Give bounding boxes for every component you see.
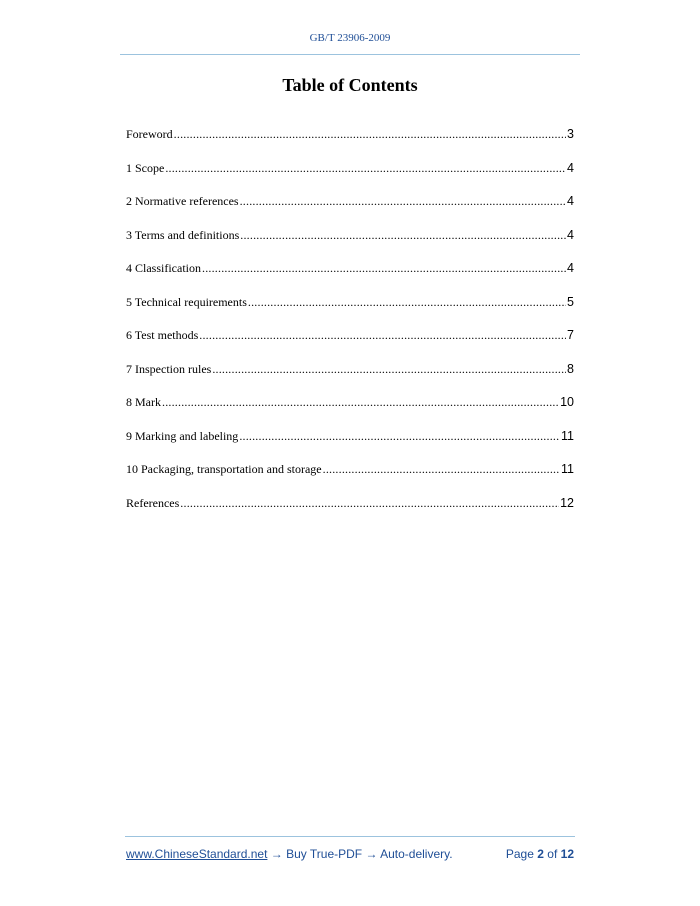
toc-entry-marking-and-labeling[interactable]	[126, 429, 574, 463]
page-total: 12	[560, 847, 574, 861]
toc-dot-leader	[180, 496, 559, 511]
toc-entry-normative-references[interactable]	[126, 194, 574, 228]
toc-entry-page: 12	[560, 495, 574, 510]
toc-dot-leader	[240, 228, 566, 243]
toc-dot-leader	[199, 328, 566, 343]
toc-entry-label: 8 Mark	[126, 395, 161, 409]
header-divider	[120, 54, 580, 55]
footer-divider	[125, 836, 575, 837]
toc-dot-leader	[240, 194, 566, 209]
toc-entry-technical-requirements[interactable]	[126, 295, 574, 329]
toc-entry-page: 3	[567, 127, 574, 141]
toc-entry-page: 4	[567, 227, 574, 242]
toc-entry-label: 7 Inspection rules	[126, 361, 212, 376]
toc-entry-foreword[interactable]	[126, 127, 574, 161]
toc-entry-mark[interactable]	[126, 395, 574, 429]
toc-entry-label: References	[126, 495, 180, 510]
toc-entry-label: 1 Scope	[126, 160, 165, 175]
toc-entry-label: Foreword	[126, 127, 173, 141]
toc-entry-page: 8	[567, 361, 574, 376]
toc-dot-leader	[202, 261, 566, 276]
toc-entry-classification[interactable]	[126, 261, 574, 295]
toc-entry-scope[interactable]	[126, 161, 574, 195]
toc-entry-label: 2 Normative references	[126, 194, 239, 208]
footer-promo-text: → Buy True-PDF → Auto-delivery.	[267, 847, 453, 861]
toc-entry-inspection-rules[interactable]	[126, 362, 574, 396]
toc-entry-packaging[interactable]	[126, 462, 574, 496]
document-header: GB/T 23906-2009	[309, 32, 391, 44]
toc-dot-leader	[212, 362, 566, 377]
toc-entry-test-methods[interactable]	[126, 328, 574, 362]
toc-dot-leader	[174, 127, 566, 142]
toc-entry-page: 4	[567, 160, 574, 175]
page-of: of	[547, 847, 558, 861]
toc-dot-leader	[162, 395, 559, 410]
page-current: 2	[537, 847, 544, 861]
toc-entry-label: 3 Terms and definitions	[126, 227, 240, 242]
toc-entry-label: 6 Test methods	[126, 328, 199, 342]
page-footer	[126, 847, 574, 861]
toc-entry-terms-and-definitions[interactable]	[126, 228, 574, 262]
toc-entry-page: 11	[561, 462, 574, 476]
toc-entry-label: 10 Packaging, transportation and storage	[126, 462, 322, 476]
page-number	[506, 847, 574, 861]
toc-entry-page: 4	[567, 194, 574, 208]
site-link[interactable]: www.ChineseStandard.net	[126, 847, 268, 861]
toc-entry-page: 10	[560, 395, 574, 409]
toc-entry-references[interactable]	[126, 496, 574, 530]
table-of-contents	[126, 127, 574, 529]
toc-dot-leader	[248, 295, 566, 310]
toc-entry-page: 4	[567, 261, 574, 275]
toc-dot-leader	[323, 462, 560, 477]
toc-entry-label: 9 Marking and labeling	[126, 428, 239, 443]
toc-entry-page: 7	[567, 328, 574, 342]
toc-dot-leader	[239, 429, 560, 444]
page-prefix: Page	[505, 847, 534, 861]
toc-entry-page: 11	[561, 428, 574, 443]
toc-entry-page: 5	[567, 294, 574, 309]
footer-promo	[126, 847, 453, 861]
toc-entry-label: 4 Classification	[126, 261, 201, 275]
toc-dot-leader	[165, 161, 566, 176]
page-title: Table of Contents	[282, 75, 418, 95]
toc-entry-label: 5 Technical requirements	[126, 294, 247, 309]
